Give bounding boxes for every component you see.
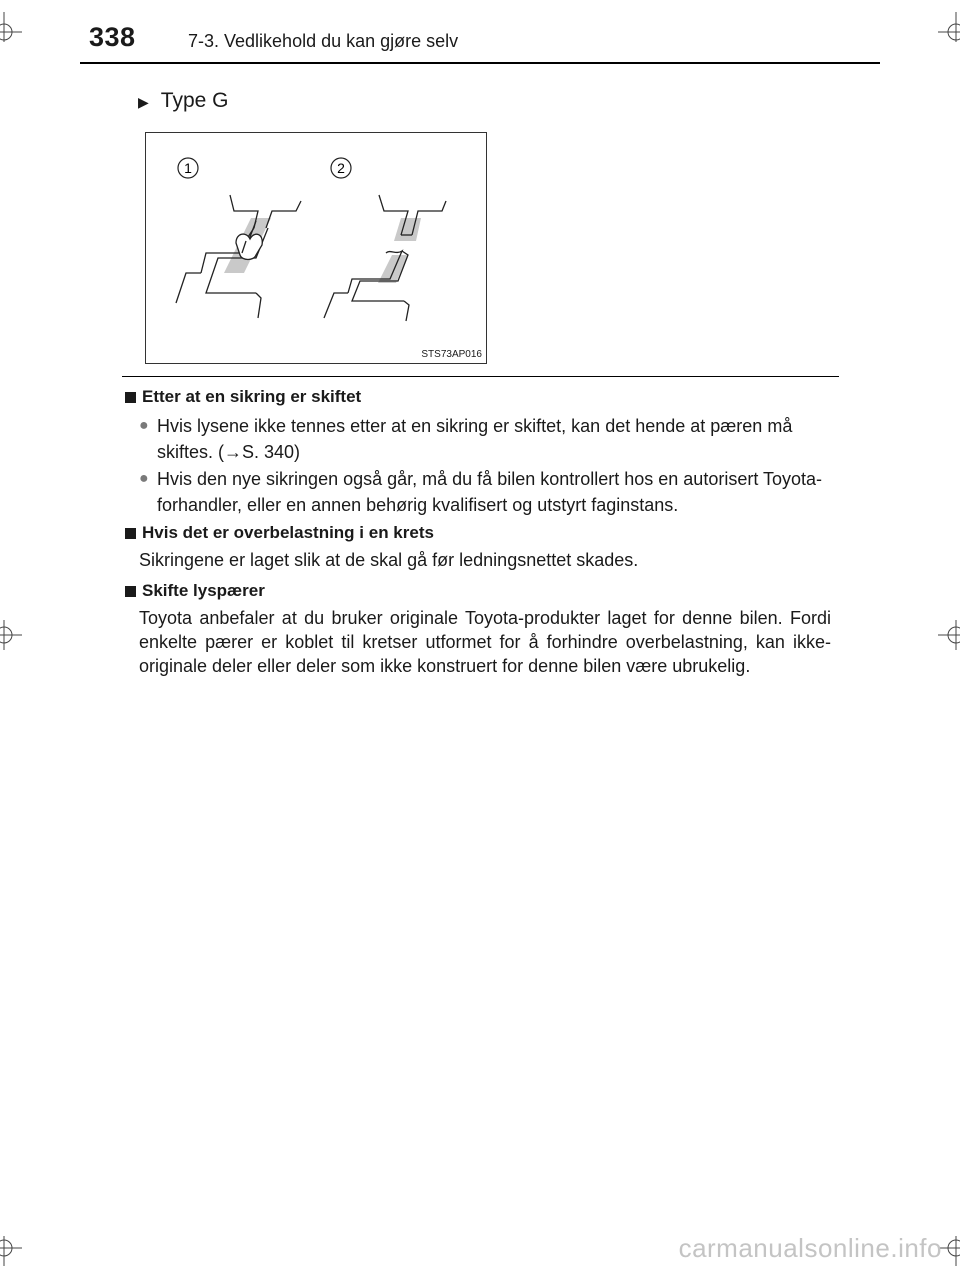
- fuse-illustration: [145, 132, 487, 364]
- list-item-text: Hvis lysene ikke tennes etter at en sikring er skiftet, kan det hende at pæren må skiftes. (→S. 340): [157, 416, 793, 462]
- section-title: Hvis det er overbelastning i en krets: [142, 523, 434, 542]
- page-number: 338: [89, 22, 136, 52]
- fuse-blown: [324, 195, 446, 321]
- section-title: Etter at en sikring er skiftet: [142, 387, 362, 406]
- registration-mark-middle-left: [0, 620, 24, 650]
- list-item-text: Hvis den nye sikringen også går, må du få bilen kontrollert hos en autorisert Toyota-forhandler, eller en annen behørig kvalifisert og utstyrt faginstans.: [157, 469, 823, 515]
- type-heading-text: Type G: [160, 89, 229, 112]
- registration-mark-middle-right: [936, 620, 960, 650]
- registration-mark-top-left: [0, 12, 24, 42]
- section-heading-replace-bulbs: [125, 581, 265, 601]
- square-bullet-icon: [125, 392, 136, 403]
- square-bullet-icon: [125, 586, 136, 597]
- square-bullet-icon: [125, 528, 136, 539]
- circle-bullet-icon: ●: [139, 417, 149, 434]
- triangle-arrow-icon: ▶: [138, 93, 149, 110]
- fuse-drawing: [146, 133, 486, 363]
- registration-mark-bottom-left: [0, 1236, 24, 1266]
- label-1-text: 1: [184, 160, 192, 176]
- watermark: carmanualsonline.info: [678, 1233, 942, 1263]
- header-rule: [80, 62, 880, 64]
- section-separator: [122, 376, 839, 377]
- circle-bullet-icon: ●: [139, 470, 149, 487]
- registration-mark-top-right: [936, 12, 960, 42]
- section-paragraph: Sikringene er laget slik at de skal gå før ledningsnettet skades.: [139, 550, 639, 570]
- fuse-good: [176, 195, 301, 318]
- section-paragraph: Toyota anbefaler at du bruker originale Toyota-produkter laget for denne bilen. Fordi enkelte pærer er koblet til kretser utformet for å forhindre overbelastning, kan ikke-originale deler eller deler som ikke konstruert for denne bilen være ubrukelig.: [139, 608, 831, 676]
- section-heading-circuit-overload: [125, 523, 434, 543]
- figure-code: STS73AP016: [421, 349, 482, 360]
- list-item: [139, 466, 839, 518]
- type-heading: [138, 89, 228, 113]
- label-2-text: 2: [337, 160, 345, 176]
- chapter-title: 7-3. Vedlikehold du kan gjøre selv: [188, 31, 459, 51]
- section-title: Skifte lyspærer: [142, 581, 265, 600]
- section-heading-after-fuse-change: [125, 387, 361, 407]
- list-item: [139, 413, 839, 465]
